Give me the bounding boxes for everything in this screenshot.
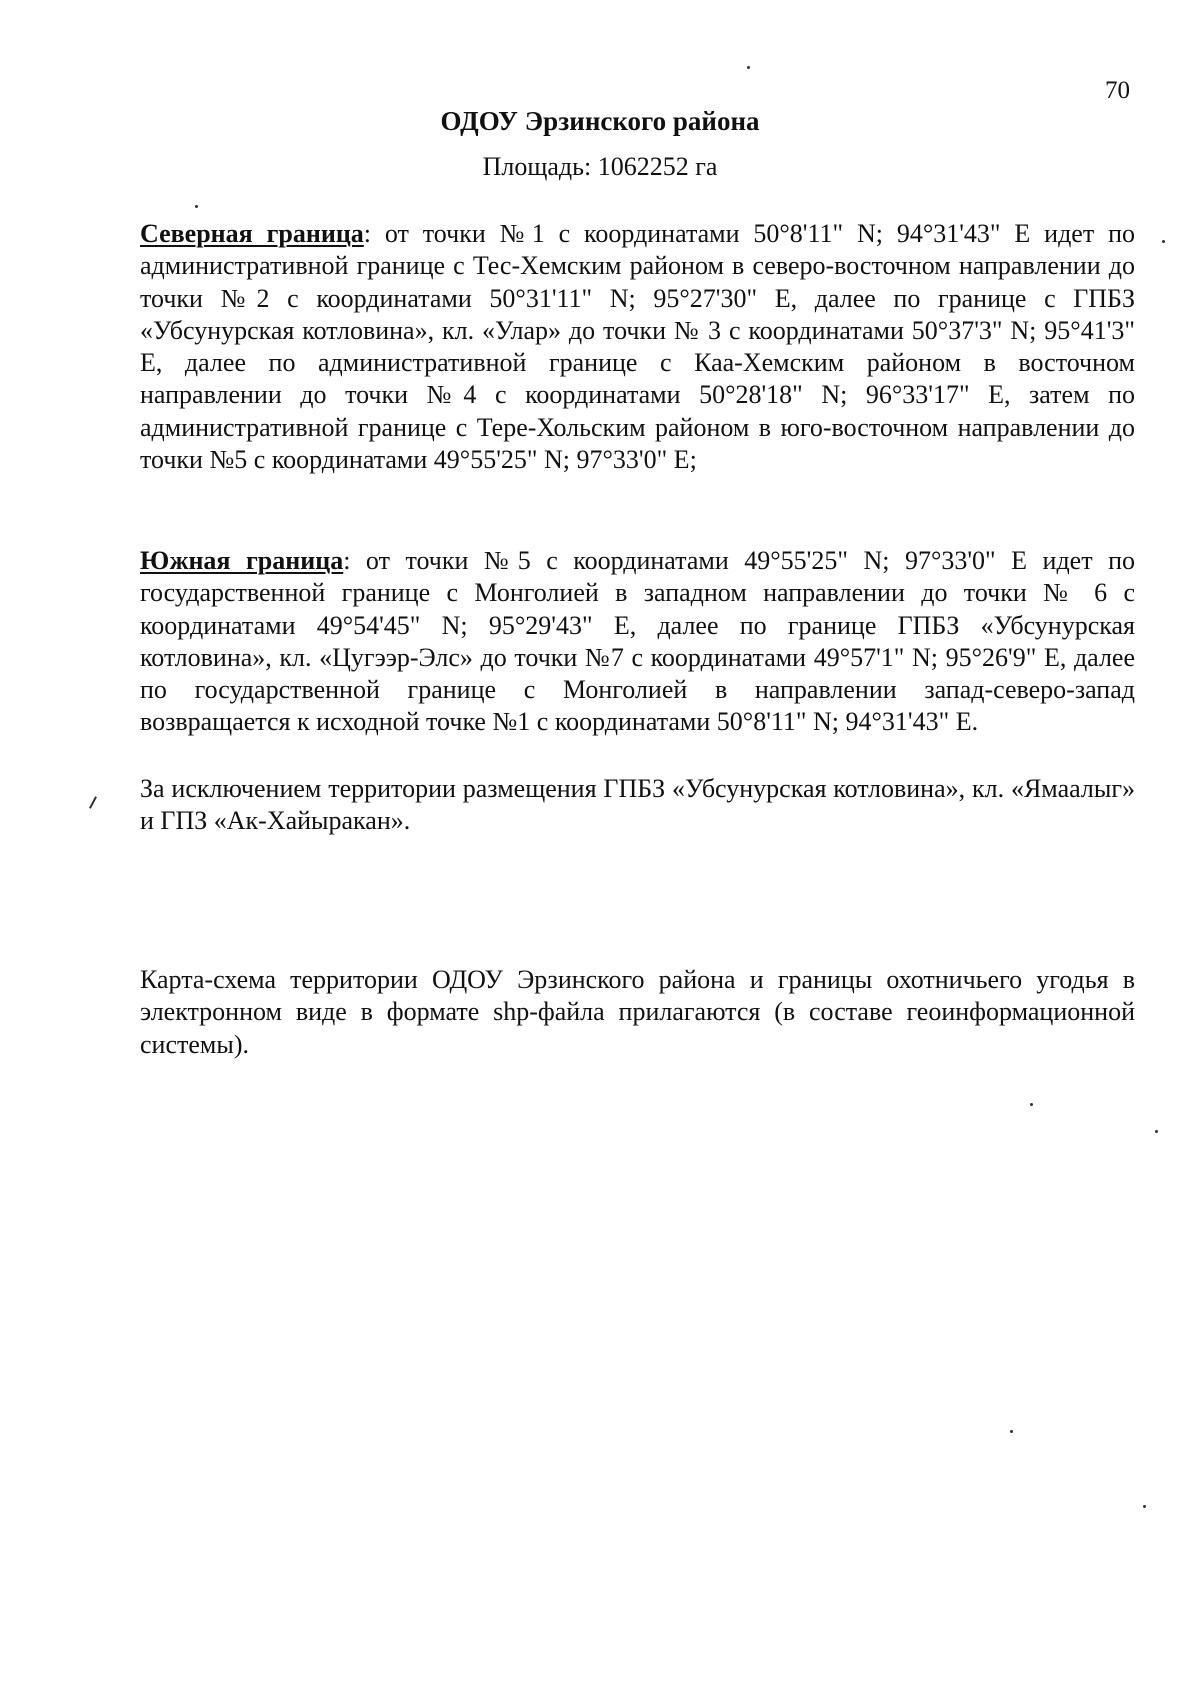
area-line: Площадь: 1062252 га: [482, 152, 718, 181]
south-border-heading: Южная граница: [140, 546, 344, 575]
exclusion-paragraph: За исключением территории размещения ГПБЗ «Убсунурская котловина», кл. «Ямаалыг» и ГПЗ «Ак-Хайыракан».: [140, 774, 1135, 836]
north-border-heading: Северная граница: [140, 219, 364, 248]
scan-speck: [1143, 1505, 1146, 1508]
scan-speck: [1030, 1103, 1033, 1106]
south-border-text: : от точки №5 с координатами 49°55'25" N; 97°33'0" E идет по государственной границе с Монголией в западном направлении до точки № 6 с координатами 49°54'45" N; 95°29'43" E, далее по границе ГПБЗ «Убсунурская котловина», кл. «Цугээр-Элс» до точки №7 с координатами 49°57'1" N; 95°26'9" E, далее по государственной границе с Монголией в направлении запад-северо-запад возвращается к исходной точке №1 с координатами 50°8'11" N; 94°31'43" E.: [140, 546, 1135, 737]
scan-speck: [1155, 1130, 1158, 1133]
south-border-paragraph: [140, 545, 1135, 739]
scan-speck: [195, 205, 198, 208]
scan-speck: [1010, 1430, 1013, 1433]
scan-speck: [1162, 240, 1165, 243]
document-title: ОДОУ Эрзинского района: [440, 106, 760, 136]
north-border-text: : от точки №1 с координатами 50°8'11" N; 94°31'43" E идет по административной границе с Тес-Хемским районом в северо-восточном направлении до точки №2 с координатами 50°31'11" N; 95°27'30" E, далее по границе с ГПБЗ «Убсунурская котловина», кл. «Улар» до точки № 3 с координатами 50°37'3" N; 95°41'3" E, далее по административной границе с Каа-Хемским районом в восточном направлении до точки №4 с координатами 50°28'18" N; 96°33'17" E, затем по административной границе с Тере-Хольским районом в юго-восточном направлении до точки №5 с координатами 49°55'25" N; 97°33'0" E;: [140, 219, 1135, 475]
scan-speck: [747, 66, 750, 69]
north-border-paragraph: [140, 218, 1135, 476]
scan-mark: [89, 796, 97, 808]
map-note-paragraph: Карта-схема территории ОДОУ Эрзинского района и границы охотничьего угодья в электронном виде в формате shp-файла прилагаются (в составе геоинформационной системы).: [140, 965, 1135, 1059]
page-number: 70: [1105, 77, 1130, 104]
